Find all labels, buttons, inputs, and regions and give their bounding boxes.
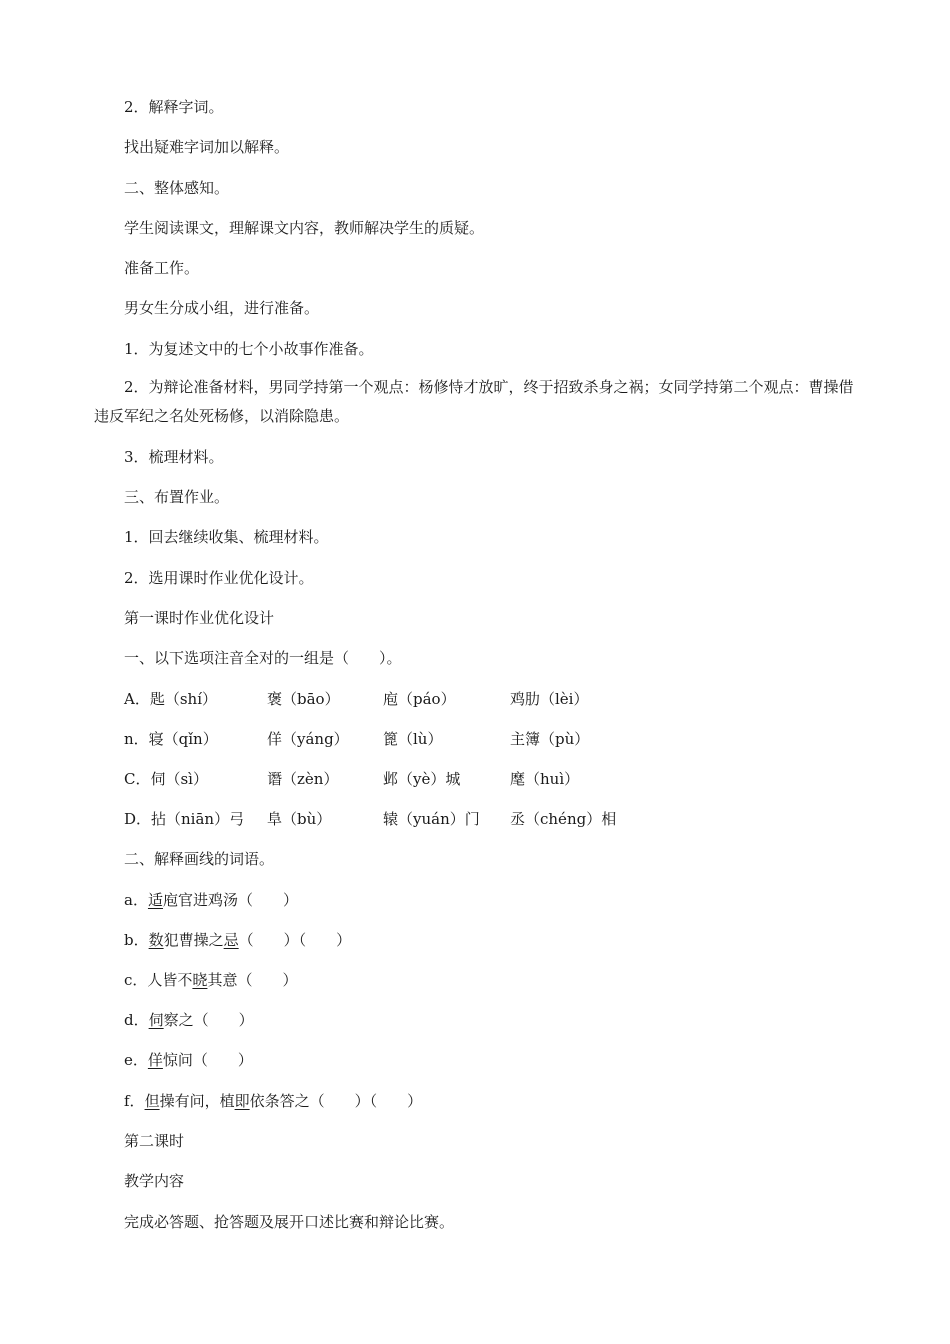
item-text: 操有问，植 — [159, 1092, 235, 1110]
option-cell: A．匙（shí） — [124, 690, 217, 708]
option-cell: 谮（zèn） — [267, 770, 339, 788]
section-heading: 第二课时 — [124, 1132, 185, 1150]
item-text: 依条答之（ ）（ ） — [249, 1092, 423, 1110]
option-cell: 佯（yáng） — [267, 730, 349, 748]
item-text: 庖官进鸡汤（ ） — [162, 891, 298, 909]
paragraph: 3．梳理材料。 — [124, 448, 224, 466]
item-text: 察之（ ） — [163, 1011, 254, 1029]
paragraph: 准备工作。 — [124, 259, 200, 277]
option-cell: 篦（lù） — [383, 730, 443, 748]
underlined-word: 忌 — [223, 931, 239, 949]
paragraph: 男女生分成小组，进行准备。 — [124, 299, 320, 317]
word-item — [124, 890, 298, 910]
item-text: 犯曹操之 — [163, 931, 224, 949]
underlined-word: 佯 — [147, 1051, 163, 1069]
paragraph: 2．解释字词。 — [124, 98, 224, 116]
word-item — [124, 1050, 253, 1070]
option-cell: 辕（yuán）门 — [383, 810, 480, 828]
item-text: （ ）（ ） — [238, 931, 352, 949]
word-item — [124, 1010, 254, 1030]
option-cell: 麾（huì） — [510, 770, 580, 788]
word-item — [124, 930, 351, 950]
item-text: 人皆不 — [147, 971, 193, 989]
item-label: b． — [124, 931, 149, 949]
option-cell: D．拈（niān）弓 — [124, 810, 245, 828]
option-cell: 邺（yè）城 — [383, 770, 461, 788]
option-cell: 主簿（pù） — [510, 730, 590, 748]
option-cell: 褒（bāo） — [267, 690, 340, 708]
item-label: d． — [124, 1011, 149, 1029]
underlined-word: 伺 — [148, 1011, 164, 1029]
underlined-word: 但 — [144, 1092, 160, 1110]
subheading: 教学内容 — [124, 1172, 185, 1190]
option-cell: 阜（bù） — [267, 810, 332, 828]
item-label: a． — [124, 891, 148, 909]
question: 一、以下选项注音全对的一组是（ ）。 — [124, 649, 402, 667]
item-label: f． — [124, 1092, 145, 1110]
item-label: e． — [124, 1051, 148, 1069]
word-item — [124, 1091, 422, 1111]
option-cell: 鸡肋（lèi） — [510, 690, 589, 708]
underlined-word: 适 — [147, 891, 163, 909]
item-label: c． — [124, 971, 148, 989]
paragraph: 1．为复述文中的七个小故事作准备。 — [124, 340, 374, 358]
underlined-word: 数 — [148, 931, 164, 949]
option-cell: 庖（páo） — [383, 690, 456, 708]
paragraph: 2．选用课时作业优化设计。 — [124, 569, 314, 587]
paragraph: 2．为辩论准备材料，男同学持第一个观点：杨修恃才放旷，终于招致杀身之祸；女同学持第二个观点：曹操借违反军纪之名处死杨修，以消除隐患。 — [94, 378, 854, 425]
paragraph: 1．回去继续收集、梳理材料。 — [124, 528, 329, 546]
underlined-word: 晓 — [192, 971, 208, 989]
item-text: 惊问（ ） — [162, 1051, 253, 1069]
section-heading: 二、整体感知。 — [124, 179, 230, 197]
exercise-title: 第一课时作业优化设计 — [124, 609, 275, 627]
paragraph: 完成必答题、抢答题及展开口述比赛和辩论比赛。 — [124, 1213, 455, 1231]
word-item — [124, 970, 297, 990]
item-text: 其意（ ） — [207, 971, 298, 989]
option-cell: 丞（chéng）相 — [510, 810, 617, 828]
section-heading: 三、布置作业。 — [124, 488, 230, 506]
option-cell: C．伺（sì） — [124, 770, 208, 788]
paragraph: 学生阅读课文，理解课文内容，教师解决学生的质疑。 — [124, 219, 485, 237]
option-cell: n．寝（qǐn） — [124, 730, 218, 748]
paragraph: 找出疑难字词加以解释。 — [124, 138, 290, 156]
section-heading: 二、解释画线的词语。 — [124, 850, 275, 868]
underlined-word: 即 — [234, 1092, 250, 1110]
